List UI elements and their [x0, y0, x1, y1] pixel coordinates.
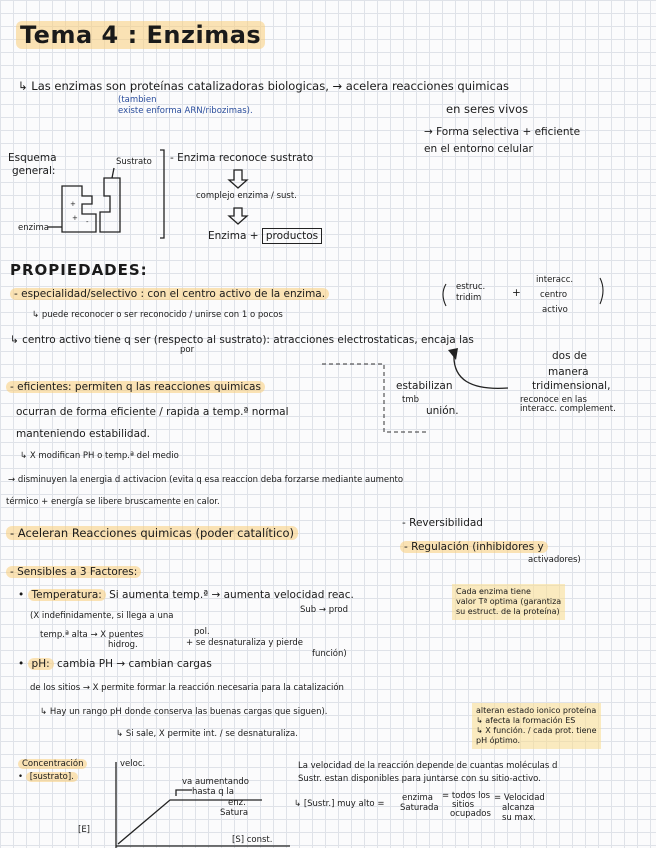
prop-centro-activo: ↳ centro activo tiene q ser (respecto al sustrato): atracciones electrostaticas, encaja las — [10, 334, 474, 346]
scheme-label-2: general: — [12, 165, 56, 177]
eficientes-text: - eficientes: permiten q las reacciones quimicas — [6, 381, 265, 393]
title-text: Tema 4 : Enzimas — [16, 21, 265, 49]
regulacion-text: - Regulación (inhibidores y — [400, 541, 548, 553]
ph-line-2: de los sitios → X permite formar la reacción necesaria para la catalización — [30, 683, 344, 693]
prop-energia: → disminuyen la energia d activacion (evita q esa reaccion deba forzarse mediante aumento — [8, 475, 404, 485]
ph-line-4: ↳ Si sale, X permite int. / se desnaturaliza. — [116, 729, 298, 739]
tridim-label: tridim — [456, 293, 482, 303]
also-note-2: existe enforma ARN/ribozimas). — [118, 106, 253, 116]
temp-rest: Si aumenta temp.ª → aumenta velocidad reac. — [109, 589, 354, 601]
enzima-label: enzima — [18, 223, 49, 233]
prop-eficientes — [6, 381, 265, 393]
conc-eq-4: sitios — [452, 800, 475, 810]
svg-text:-: - — [86, 218, 89, 226]
temp-label: Temperatura: — [28, 589, 106, 601]
graph-e-label: [E] — [78, 825, 91, 835]
conc-text-line-3: ↳ [Sustr.] muy alto = — [294, 799, 385, 809]
prop-ph: ↳ X modifican PH o temp.ª del medio — [20, 451, 179, 461]
dos-de: dos de — [552, 350, 588, 362]
enzyme-shape — [48, 150, 164, 238]
regulacion — [400, 541, 548, 553]
conc-eq-5: ocupados — [450, 809, 491, 819]
estruc-label: estruc. — [456, 282, 486, 292]
scheme-step-1: - Enzima reconoce sustrato — [170, 152, 314, 164]
conc-label-2: • [sustrato]. — [18, 773, 78, 783]
prop-aceleran — [6, 527, 298, 540]
sustrato-label: Sustrato — [116, 157, 152, 167]
seres-vivos: en seres vivos — [446, 102, 529, 116]
plus-sign: + — [512, 287, 521, 299]
especialidad-text: - especialidad/selectivo : con el centro activo de la enzima. — [10, 288, 329, 300]
temp-line: • Temperatura: Si aumenta temp.ª → aumenta velocidad reac. — [18, 589, 354, 601]
tridimensional: tridimensional, — [532, 380, 611, 392]
svg-text:+: + — [72, 214, 78, 222]
graph-note-3: enz. — [228, 798, 246, 808]
conc-eq-3: = todos los — [442, 791, 491, 801]
estab-union: unión. — [426, 405, 459, 417]
temp-line-3c: + se desnaturaliza y pierde — [186, 638, 304, 648]
ph-line: • pH: cambia PH → cambian cargas — [18, 658, 212, 670]
graph-x-label: [S] const. — [232, 835, 273, 845]
temp-note: Cada enzima tiene valor Tª optima (garantiza su estruct. de la proteína) — [452, 584, 565, 620]
prop-eficientes-c: manteniendo estabilidad. — [16, 428, 151, 440]
centro-label: centro — [540, 290, 568, 300]
factors-heading — [6, 566, 141, 578]
arrow-head — [448, 348, 458, 360]
graph-note-4: Satura — [220, 808, 249, 818]
conc-text-line-1: La velocidad de la reacción depende de cuantas moléculas d — [298, 761, 558, 771]
svg-text:+: + — [70, 200, 76, 208]
graph-y-label: veloc. — [120, 759, 146, 769]
conc-eq-2: Saturada — [400, 803, 439, 813]
reconoce-1: reconoce en las — [520, 395, 587, 405]
temp-line-2: (X indefinidamente, si llega a una — [30, 611, 174, 621]
prop-especialidad — [10, 288, 329, 300]
ph-line-3: ↳ Hay un rango pH donde conserva las buenas cargas que siguen). — [40, 707, 328, 717]
conc-eq-8: su max. — [502, 813, 536, 823]
graph-note-1: va aumentando — [182, 777, 249, 787]
factors-heading-text: - Sensibles a 3 Factores: — [6, 566, 141, 578]
temp-hidrog: hidrog. — [108, 640, 138, 650]
graph-note-2: hasta q la — [192, 787, 234, 797]
props-heading: PROPIEDADES: — [10, 261, 148, 279]
conc-eq-6: = Velocidad — [494, 793, 545, 803]
scheme-step-2: complejo enzima / sust. — [196, 191, 297, 201]
temp-funcion: función) — [312, 649, 347, 659]
prop-eficientes-b: ocurran de forma eficiente / rapida a temp.ª normal — [16, 406, 289, 418]
prop-especialidad-b: ↳ puede reconocer o ser reconocido / unirse con 1 o pocos — [32, 310, 283, 320]
entorno-celular: en el entorno celular — [424, 143, 533, 155]
ph-label: pH: — [28, 658, 54, 670]
sub-prod: Sub → prod — [300, 605, 349, 615]
curved-arrow — [454, 354, 508, 388]
scheme-arrows — [229, 170, 247, 224]
temp-line-3: temp.ª alta → X puentes — [40, 630, 144, 640]
ph-rest: cambia PH → cambian cargas — [56, 658, 212, 670]
reconoce-2: interacc. complement. — [520, 404, 616, 414]
conc-text-1: Concentración — [18, 759, 87, 769]
conc-eq-7: alcanza — [502, 803, 535, 813]
conc-text-line-2: Sustr. estan disponibles para juntarse con su sitio-activo. — [298, 774, 541, 784]
estabilizan: estabilizan — [396, 380, 453, 392]
conc-label-1 — [18, 760, 87, 770]
activo-label: activo — [542, 305, 568, 315]
scheme-label-1: Esquema — [8, 152, 57, 164]
productos-box: productos — [262, 228, 322, 244]
also-note-1: (tambien — [118, 95, 157, 105]
manera: manera — [548, 366, 589, 378]
step3-enzima: Enzima + — [208, 230, 259, 242]
intro-line: ↳ Las enzimas son proteínas catalizadoras biologicas, → acelera reacciones quimicas — [18, 79, 509, 93]
aceleran-text: - Aceleran Reacciones quimicas (poder catalítico) — [6, 526, 298, 540]
forma-selectiva: → Forma selectiva + eficiente — [424, 126, 581, 138]
por-label: por — [180, 345, 195, 355]
activadores: activadores) — [528, 555, 581, 565]
conc-eq-1: enzima — [402, 793, 433, 803]
prop-energia-b: térmico + energía se libere bruscamente en calor. — [6, 497, 220, 507]
temp-pol: pol. — [194, 627, 210, 637]
conc-text-2: [sustrato]. — [26, 772, 78, 782]
interac-label: interacc. — [536, 275, 574, 285]
estab-tmb: tmb — [402, 395, 420, 405]
ph-note: alteran estado ionico proteína ↳ afecta la formación ES ↳ X función. / cada prot. tiene pH óptimo. — [472, 703, 601, 749]
reversibilidad: - Reversibilidad — [402, 517, 483, 529]
